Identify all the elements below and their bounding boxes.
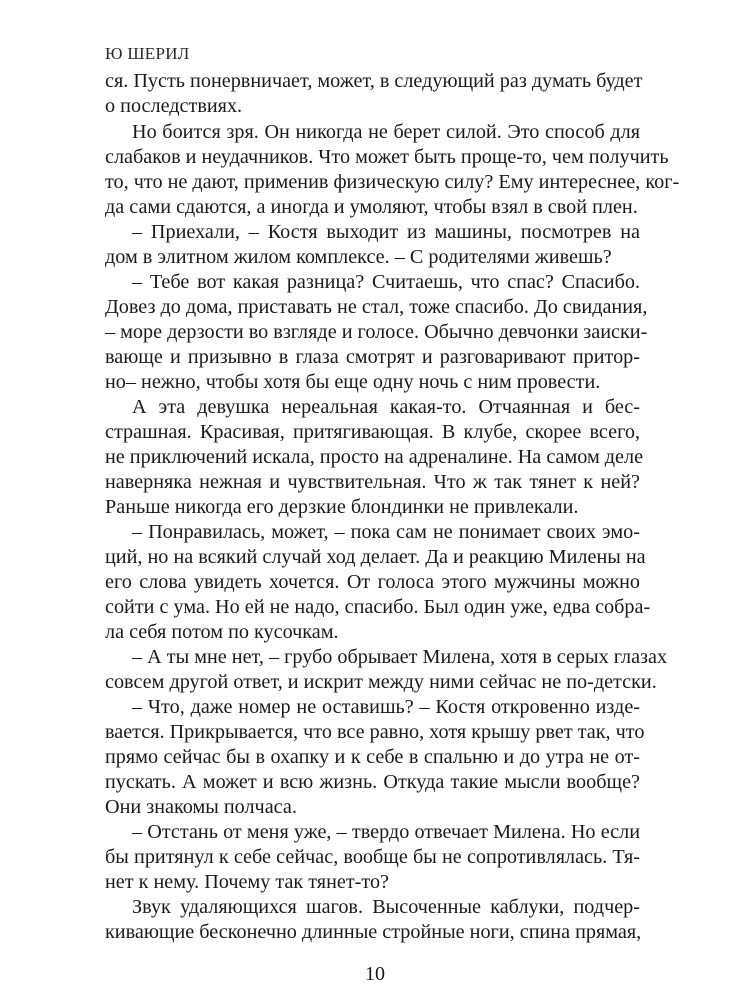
text-line: кивающие бесконечно длинные стройные ноги, спина прямая, (105, 921, 642, 943)
text-line: вается. Прикрывается, что все равно, хотя крышу рвет так, что (105, 721, 645, 743)
text-line: дом в элитном жилом комплексе. – С родителями живешь? (105, 246, 612, 268)
running-header: Ю ШЕРИЛ (105, 44, 190, 63)
text-line: ций, но на всякий случай ход делает. Да и реакцию Милены на (105, 546, 646, 568)
text-line: бы притянул к себе сейчас, вообще бы не сопротивлялась. Тя- (105, 846, 640, 868)
text-line: пускать. А может и всю жизнь. Откуда такие мысли вообще? (105, 771, 640, 793)
text-line: – море дерзости во взгляде и голосе. Обычно девчонки заиски- (105, 321, 648, 343)
text-line: прямо сейчас бы в охапку и к себе в спальню и до утра не от- (105, 746, 640, 768)
text-line: Но боится зря. Он никогда не берет силой. Это способ для (132, 121, 640, 143)
text-line: его слова увидеть хочется. От голоса этого мужчины можно (105, 571, 640, 593)
text-line: сойти с ума. Но ей не надо, спасибо. Был один уже, едва собра- (105, 596, 651, 618)
text-line: наверняка нежная и чувствительная. Что ж так тянет к ней? (105, 471, 640, 493)
text-line: ся. Пусть понервничает, может, в следующий раз думать будет (105, 70, 643, 92)
text-line: Довез до дома, приставать не стал, тоже спасибо. До свидания, (105, 296, 648, 318)
text-line: но– нежно, чтобы хотя бы еще одну ночь с ним провести. (105, 371, 601, 393)
text-line: – Тебе вот какая разница? Считаешь, что спас? Спасибо. (132, 271, 640, 293)
text-line: то, что не дают, применив физическую силу? Ему интереснее, ког- (105, 171, 680, 193)
text-line: слабаков и неудачников. Что может быть проще-то, чем получить (105, 146, 669, 168)
text-line: – Приехали, – Костя выходит из машины, посмотрев на (132, 221, 640, 243)
text-line: да сами сдаются, а иногда и умоляют, чтобы взял в свой плен. (105, 196, 638, 218)
text-line: страшная. Красивая, притягивающая. В клубе, скорее всего, (105, 421, 640, 443)
text-line: не приключений искала, просто на адреналине. На самом деле (105, 446, 644, 468)
text-line: о последствиях. (105, 95, 243, 117)
page-number: 10 (365, 963, 385, 985)
text-line: – Отстань от меня уже, – твердо отвечает Милена. Но если (132, 821, 640, 843)
text-line: – Понравилась, может, – пока сам не понимает своих эмо- (132, 521, 640, 543)
text-line: совсем другой ответ, и искрит между ними сейчас не по-детски. (105, 671, 657, 693)
text-line: Они знакомы полчаса. (105, 796, 297, 818)
text-line: ла себя потом по кусочкам. (105, 621, 339, 643)
text-line: нет к нему. Почему так тянет-то? (105, 871, 390, 893)
text-line: А эта девушка нереальная какая-то. Отчаянная и бес- (132, 396, 640, 418)
text-line: вающе и призывно в глаза смотрят и разговаривают притор- (105, 346, 640, 368)
text-line: Раньше никогда его дерзкие блондинки не привлекали. (105, 496, 579, 518)
text-line: – Что, даже номер не оставишь? – Костя откровенно изде- (132, 696, 640, 718)
text-line: – А ты мне нет, – грубо обрывает Милена, хотя в серых глазах (132, 646, 668, 668)
text-line: Звук удаляющихся шагов. Высоченные каблуки, подчер- (132, 896, 640, 918)
